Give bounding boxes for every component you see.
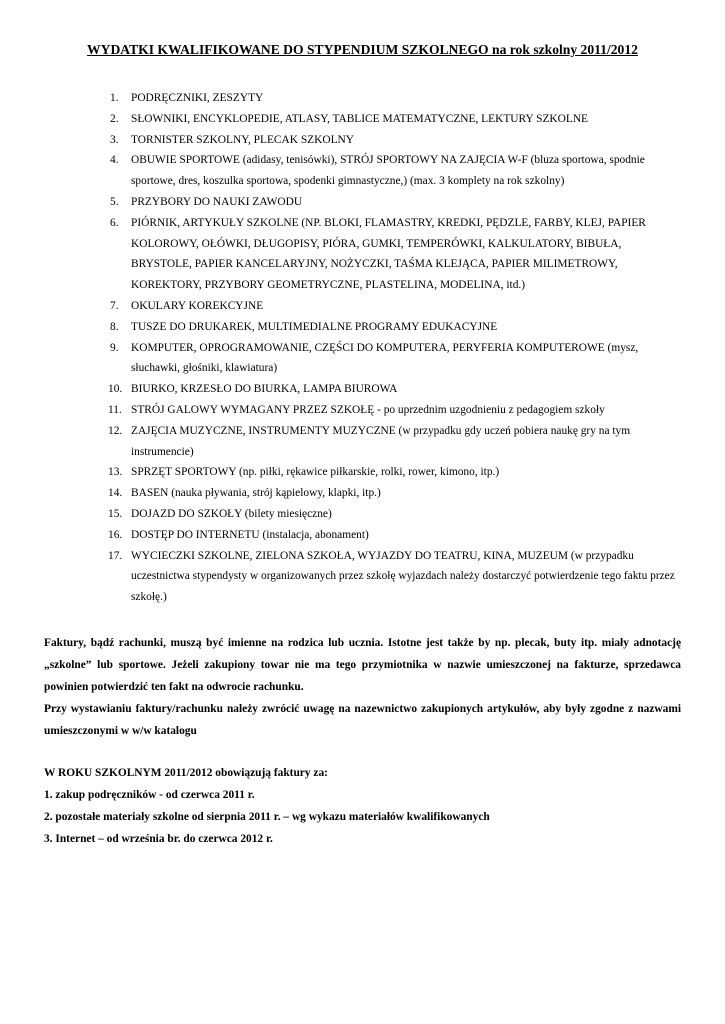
list-item	[0, 462, 725, 483]
list-item-text: TUSZE DO DRUKAREK, MULTIMEDIALNE PROGRAMY EDUKACYJNE	[131, 320, 498, 333]
naming-requirements-paragraph: Przy wystawianiu faktury/rachunku należy zwrócić uwagę na nazewnictwo zakupionych artykułów, aby były zgodne z nazwami umieszczonymi w w/w katalogu	[44, 703, 681, 737]
list-item-text: OBUWIE SPORTOWE (adidasy, tenisówki), STRÓJ SPORTOWY NA ZAJĘCIA W-F (bluza sportowa, spodnie sportowe, dres, koszulka sportowa, spodenki gimnastyczne,) (max. 3 komplety na rok szkolny)	[131, 154, 645, 188]
list-item-text: PIÓRNIK, ARTYKUŁY SZKOLNE (NP. BLOKI, FLAMASTRY, KREDKI, PĘDZLE, FARBY, KLEJ, PAPIER KOLOROWY, OŁÓWKI, DŁUGOPISY, PIÓRA, GUMKI, TEMPERÓWKI, KALKULATORY, BIBUŁA, BRYSTOLE, PAPIER KANCELARYJNY, NOŻYCZKI, TAŚMA KLEJĄCA, PAPIER MILIMETROWY, KOREKTORY, PRZYBORY GEOMETRYCZNE, PLASTELINA, MODELINA, itd.)	[131, 216, 646, 292]
list-item-number: 6.	[110, 216, 119, 229]
list-item-text: DOSTĘP DO INTERNETU (instalacja, abonament)	[131, 528, 369, 541]
list-item-number: 14.	[108, 487, 123, 500]
list-item-number: 3.	[110, 133, 119, 146]
list-item	[0, 130, 725, 151]
list-item-text: KOMPUTER, OPROGRAMOWANIE, CZĘŚCI DO KOMPUTERA, PERYFERIA KOMPUTEROWE (mysz, słuchawki, głośniki, klawiatura)	[131, 341, 639, 375]
list-item	[0, 421, 725, 463]
list-item-text: TORNISTER SZKOLNY, PLECAK SZKOLNY	[131, 133, 354, 146]
list-item	[0, 546, 725, 608]
list-item	[0, 317, 725, 338]
list-item-text: BASEN (nauka pływania, strój kąpielowy, klapki, itp.)	[131, 487, 381, 500]
list-item	[0, 192, 725, 213]
list-item-text: DOJAZD DO SZKOŁY (bilety miesięczne)	[131, 507, 332, 520]
validity-item: 3. Internet – od września br. do czerwca 2012 r.	[44, 833, 273, 845]
qualified-expenses-list	[0, 88, 725, 608]
validity-section	[44, 762, 684, 850]
list-item	[0, 400, 725, 421]
list-item-number: 5.	[110, 195, 119, 208]
list-item-number: 1.	[110, 92, 119, 104]
list-item-number: 9.	[110, 341, 119, 354]
validity-item: 1. zakup podręczników - od czerwca 2011 r.	[44, 789, 255, 801]
list-item-number: 7.	[110, 299, 119, 312]
list-item-text: BIURKO, KRZESŁO DO BIURKA, LAMPA BIUROWA	[131, 383, 398, 396]
list-item	[0, 213, 725, 296]
list-item-text: SPRZĘT SPORTOWY (np. piłki, rękawice piłkarskie, rolki, rower, kimono, itp.)	[131, 466, 500, 479]
list-item	[0, 150, 725, 192]
list-item	[0, 525, 725, 546]
list-item	[0, 88, 725, 109]
list-item	[0, 109, 725, 130]
list-item-text: PRZYBORY DO NAUKI ZAWODU	[131, 195, 303, 208]
list-item-number: 2.	[110, 112, 119, 125]
list-item-number: 4.	[110, 154, 119, 167]
document-title: WYDATKI KWALIFIKOWANE DO STYPENDIUM SZKOLNEGO na rok szkolny 2011/2012	[87, 42, 638, 57]
list-item	[0, 296, 725, 317]
list-item	[0, 504, 725, 525]
list-item-number: 11.	[108, 403, 122, 416]
list-item-number: 12.	[108, 424, 123, 437]
list-item-number: 8.	[110, 320, 119, 333]
list-item	[0, 338, 725, 380]
validity-item: 2. pozostałe materiały szkolne od sierpnia 2011 r. – wg wykazu materiałów kwalifikowanych	[44, 811, 490, 823]
list-item-text: WYCIECZKI SZKOLNE, ZIELONA SZKOŁA, WYJAZDY DO TEATRU, KINA, MUZEUM (w przypadku uczestnictwa stypendysty w organizowanych przez szkołę wyjazdach należy dostarczyć potwierdzenie tego faktu przez szkołę.)	[131, 549, 675, 604]
list-item-text: SŁOWNIKI, ENCYKLOPEDIE, ATLASY, TABLICE MATEMATYCZNE, LEKTURY SZKOLNE	[131, 112, 589, 125]
list-item-number: 17.	[108, 549, 123, 562]
list-item-number: 15.	[108, 507, 123, 520]
invoice-requirements-paragraph: Faktury, bądź rachunki, muszą być imienne na rodzica lub ucznia. Istotne jest także by np. plecak, buty itp. miały adnotację „szkolne” lub sportowe. Jeżeli zakupiony towar nie ma tego przymiotnika w nazwie umieszczonej na fakturze, sprzedawca powinien potwierdzić ten fakt na odwrocie rachunku.	[44, 637, 681, 693]
validity-heading: W ROKU SZKOLNYM 2011/2012 obowiązują faktury za:	[44, 767, 328, 779]
list-item-text: STRÓJ GALOWY WYMAGANY PRZEZ SZKOŁĘ - po uprzednim uzgodnieniu z pedagogiem szkoły	[131, 403, 605, 416]
list-item-text: PODRĘCZNIKI, ZESZYTY	[131, 92, 264, 104]
list-item-number: 16.	[108, 528, 123, 541]
list-item-text: ZAJĘCIA MUZYCZNE, INSTRUMENTY MUZYCZNE (w przypadku gdy uczeń pobiera naukę gry na tym instrumencie)	[131, 424, 631, 458]
list-item-text: OKULARY KOREKCYJNE	[131, 299, 264, 312]
list-item	[0, 379, 725, 400]
list-item-number: 10.	[108, 383, 123, 396]
list-item-number: 13.	[108, 466, 123, 479]
list-item	[0, 483, 725, 504]
